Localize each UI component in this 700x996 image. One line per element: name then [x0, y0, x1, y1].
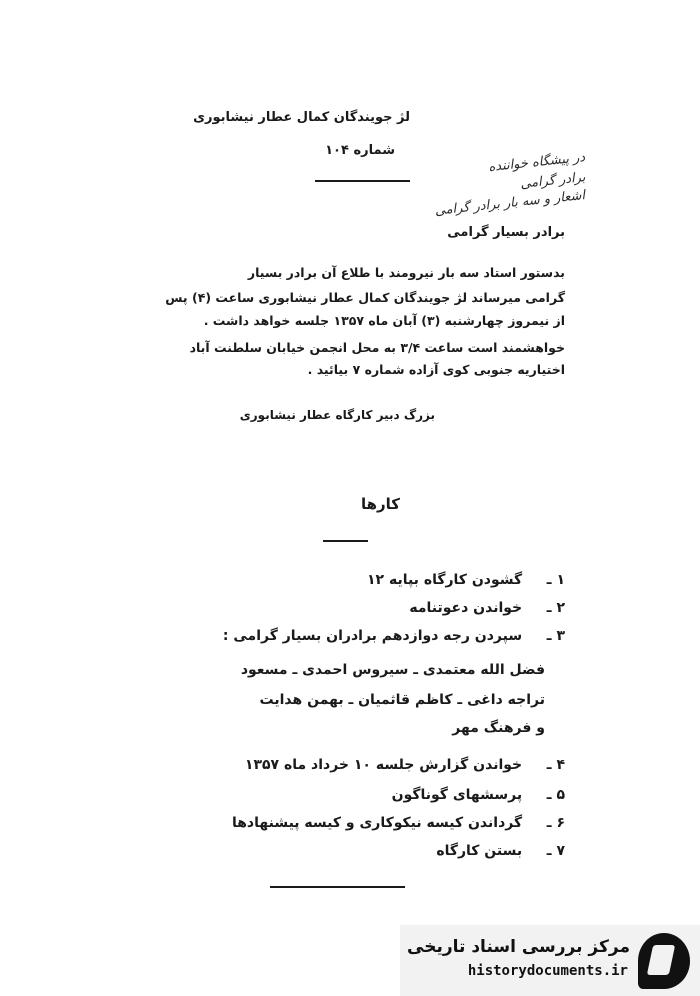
agenda-item-number: ۳ ـ: [546, 628, 565, 644]
agenda-item-text: بستن کارگاه: [436, 843, 523, 859]
letter-salutation: برادر بسیار گرامی: [447, 225, 565, 240]
agenda-item-number: ۲ ـ: [546, 600, 565, 616]
agenda-item-2: [409, 600, 565, 616]
margin-note-line3: اشعار و سه بار برادر گرامی: [434, 188, 586, 219]
agenda-item-1: [367, 572, 565, 588]
letter-line-4: خواهشمند است ساعت ۳/۴ به محل انجمن خیابان سلطنت آباد: [189, 340, 565, 355]
agenda-item-text: سپردن رجه دوازدهم برادران بسیار گرامی :: [222, 628, 523, 644]
watermark-url[interactable]: historydocuments.ir: [467, 963, 628, 979]
agenda-item-number: ۴ ـ: [546, 757, 565, 773]
agenda-item-4: [245, 757, 565, 773]
agenda-item-text: گشودن کارگاه بپایه ۱۲: [367, 572, 523, 588]
agenda-item-number: ۷ ـ: [546, 843, 565, 859]
header-number: شماره ۱۰۴: [325, 143, 395, 158]
agenda-item-text: گرداندن کیسه نیکوکاری و کیسه پیشنهادها: [231, 815, 523, 831]
agenda-names-line-3: و فرهنگ مهر: [452, 720, 545, 736]
agenda-item-number: ۵ ـ: [546, 787, 565, 803]
letter-line-1: بدستور استاد سه بار نیرومند با طلاع آن برادر بسیار: [247, 265, 565, 280]
archive-logo-icon: [638, 933, 690, 989]
agenda-item-3: [223, 628, 565, 644]
letter-line-5: اختیاریه جنوبی کوی آزاده شماره ۷ بیائید .: [307, 362, 565, 377]
agenda-item-number: ۱ ـ: [546, 572, 565, 588]
agenda-title-divider: [323, 540, 368, 542]
agenda-title: کارها: [360, 495, 400, 513]
agenda-end-divider: [270, 886, 405, 888]
letter-line-2: گرامی میرساند لژ جویندگان کمال عطار نیشابوری ساعت (۴) پس: [165, 290, 565, 305]
margin-note-line2: برادر گرامی: [519, 170, 586, 192]
agenda-names-line-2: تراجه داغی ـ کاظم قاثمیان ـ بهمن هدایت: [259, 692, 545, 708]
agenda-item-7: [436, 843, 565, 859]
agenda-item-number: ۶ ـ: [546, 815, 565, 831]
header-org: لژ جویندگان کمال عطار نیشابوری: [193, 110, 410, 125]
letter-line-3: از نیمروز چهارشنبه (۳) آبان ماه ۱۳۵۷ جلسه خواهد داشت .: [203, 313, 565, 328]
agenda-item-text: خواندن دعوتنامه: [409, 600, 523, 616]
header-divider: [315, 180, 410, 182]
margin-note-line1: در پیشگاه خواننده: [487, 150, 586, 176]
watermark-footer: [400, 925, 700, 996]
letter-signature: بزرگ دبیر کارگاه عطار نیشابوری: [239, 408, 435, 422]
agenda-item-text: پرسشهای گوناگون: [391, 787, 523, 803]
agenda-item-6: [232, 815, 565, 831]
watermark-title: مرکز بررسی اسناد تاریخی: [407, 937, 630, 957]
agenda-names-line-1: فضل الله معتمدی ـ سیروس احمدی ـ مسعود: [240, 662, 545, 678]
agenda-item-text: خواندن گزارش جلسه ۱۰ خرداد ماه ۱۳۵۷: [244, 757, 523, 773]
agenda-item-5: [392, 787, 565, 803]
